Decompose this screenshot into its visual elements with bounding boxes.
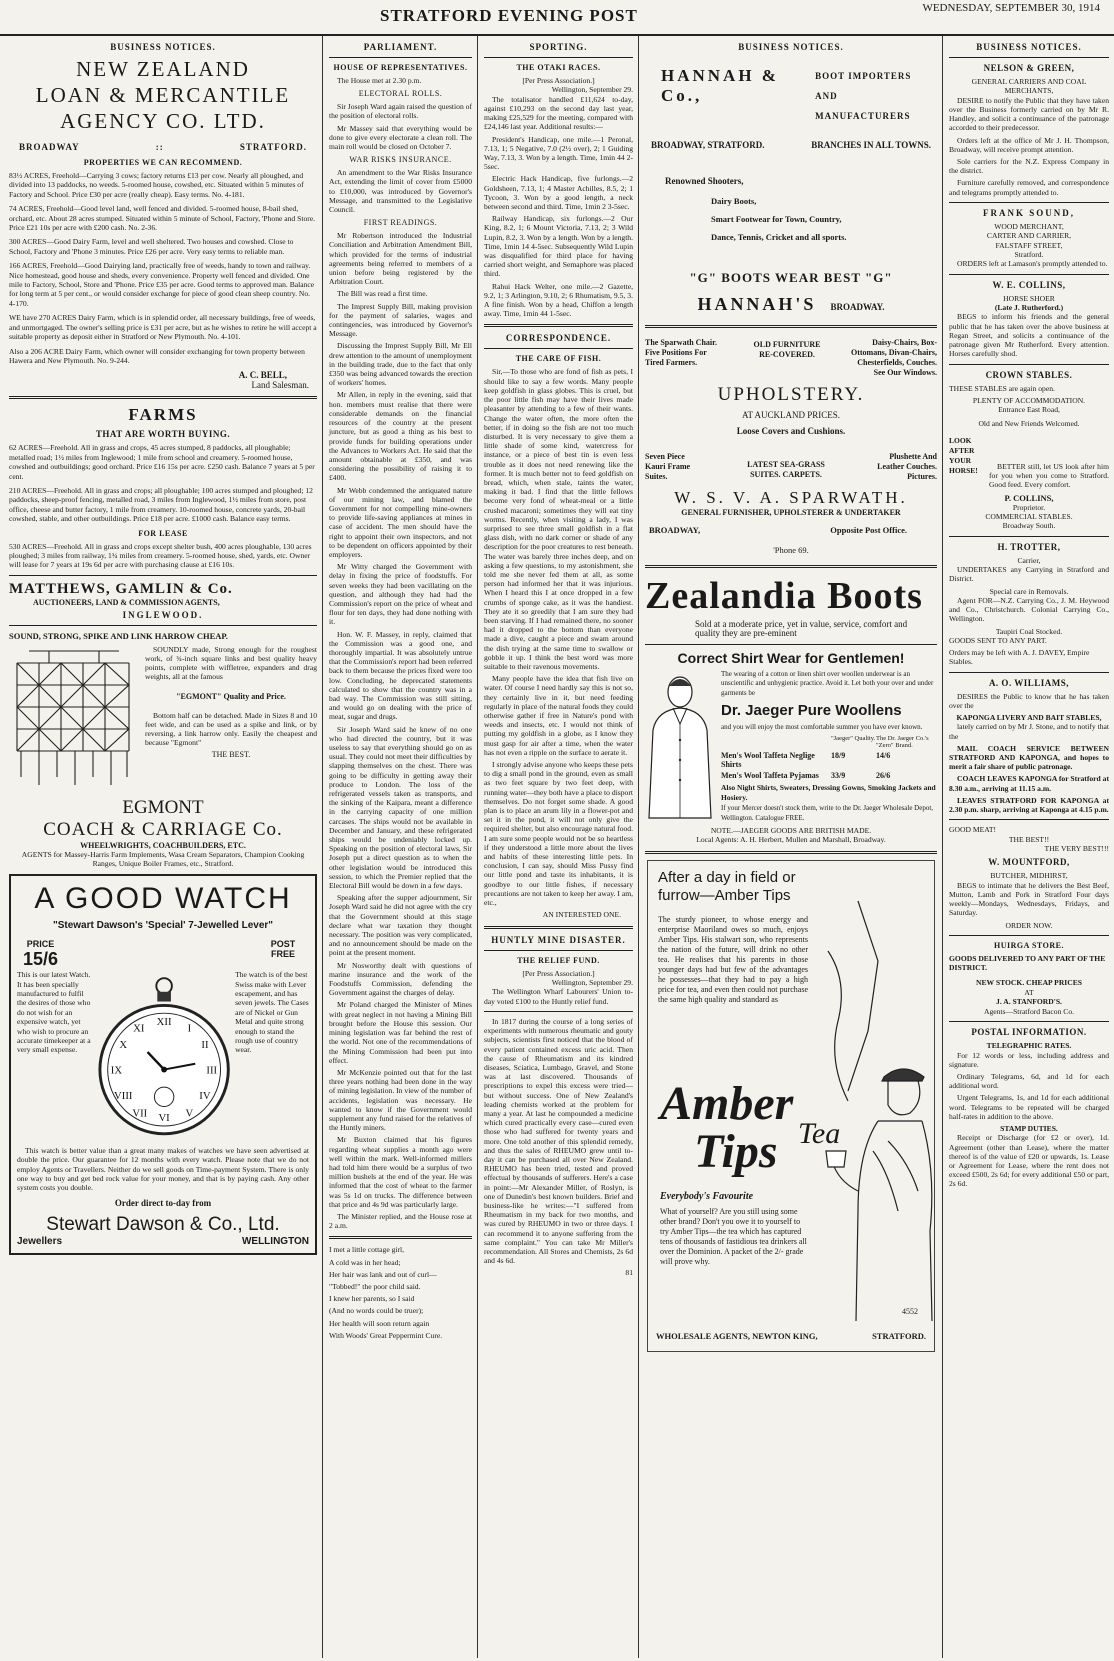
jaeger-also: Also Night Shirts, Sweaters, Dressing Gowns, Smoking Jackets and Hosiery.	[721, 783, 936, 802]
watch-title: A GOOD WATCH	[34, 882, 292, 916]
property-listing: Also a 206 ACRE Dairy Farm, which owner will consider exchanging for town property between Hawera and New Plymouth. No. 9-244.	[9, 346, 305, 365]
postal-head: POSTAL INFORMATION.	[971, 1027, 1087, 1038]
nzl-signature-title: Land Salesman.	[251, 380, 309, 391]
property-listing: WE have 270 ACRES Dairy Farm, which is in splendid order, all necessary buildings, free of weeds, and unmortgaged. The owner's selling price is £31 per acre, but as he wishes to retire he will accept a suitable property as deposit either in Stratford or New Plymouth. No. 4-101.	[9, 313, 317, 342]
nelson-name: NELSON & GREEN,	[983, 63, 1075, 73]
paragraph: Discussing the Imprest Supply Bill, Mr Ell drew attention to the amount of unemployment in the building trade, due to the fact that only £350 was being advanced towards the erection of workers' homes.	[329, 341, 472, 388]
hannah-item: Dairy Boots,	[711, 196, 757, 206]
amber-favourite: Everybody's Favourite	[660, 1190, 754, 1202]
collins-name: W. E. COLLINS,	[992, 279, 1066, 290]
farm-listing: 210 ACRES—Freehold. All in grass and crops; all ploughable; 100 acres stumped and ploughed; 12 paddocks, sheep-proof fencing, metalled road, 3 miles from Inglewood, 1½ miles from store, post office, cheese and butter factory, 1 mile from creamery. 10-roomed house, concrete yards, 20-bail cowshed, stable, and other outbuildings. Price £18 per acre. £1000 cash. Balance easy terms.	[9, 485, 313, 524]
amber-logo-3: Tea	[798, 1116, 841, 1150]
williams-name: A. O. WILLIAMS,	[988, 677, 1070, 688]
watch-left-text: This is our latest Watch. It has been specially manufactured to fulfil the desires of those who do not wish for an expensive watch, yet who wish to procure an accurate timekeeper at a very small expense.	[17, 970, 91, 1055]
nzl-line-1: NEW ZEALAND	[76, 57, 250, 81]
crown-welcome: Old and New Friends Welcomed.	[978, 418, 1080, 428]
paragraph: For 12 words or less, including address and signature.	[949, 1050, 1109, 1069]
nzl-subhead: PROPERTIES WE CAN RECOMMEND.	[83, 158, 243, 167]
postal-tele: TELEGRAPHIC RATES.	[986, 1041, 1072, 1051]
meat-best: THE BEST!!	[1008, 834, 1050, 844]
section-header: BUSINESS NOTICES.	[738, 42, 844, 52]
paragraph: Ordinary Telegrams, 6d, and 1d for each additional word.	[949, 1071, 1109, 1091]
paragraph: An amendment to the War Risks Insurance Act, extending the limit of cover from £5000 to £10,000, was introduced by Governor's Message, and transmitted to the Legislative Council.	[329, 168, 472, 215]
svg-text:VI: VI	[158, 1112, 170, 1125]
hannah-item: Dance, Tennis, Cricket and all sports.	[711, 232, 847, 242]
paragraph: Sole carriers for the N.Z. Express Company in the district.	[949, 157, 1109, 176]
watch-right-text: The watch is of the best Swiss make with Lever escapement, and has seven jewels. The Cases are of Nickel or Gun Metal and quite strong enough to stand the rough use of country wear.	[235, 970, 309, 1055]
paragraph: Many people have the idea that fish live on water. Of course I need hardly say this is not so, they certainly live in it, but need feeding regularly in place of the natural foods they could otherwise gather if free in Nature's pond with weeds and insects, etc. I would not think of putting my goldfish in a globe, as I know they must gasp for air after a time, when the water has not even a ripple on the surface to aerate it.	[484, 674, 633, 757]
paragraph: Sir Joseph Ward again raised the question of the position of electoral rolls.	[329, 102, 472, 121]
signoff: AN INTERESTED ONE.	[542, 910, 621, 920]
watch-firm: Stewart Dawson & Co., Ltd.	[46, 1214, 280, 1236]
jaeger-col-b: The Dr. Jaeger Co.'s "Zero" Brand.	[876, 735, 929, 750]
hannah-addr: BROADWAY, STRATFORD.	[651, 140, 765, 150]
paragraph: UNDERTAKES any Carrying in Stratford and District.	[949, 565, 1109, 584]
paragraph: Mr Witty charged the Government with delay in fixing the price of foodstuffs. For seven weeks they had been vacillating on the question, and although they had had the Commission's report on the price of wheat and flour for ten days, they had done nothing with it.	[329, 562, 472, 627]
newspaper-title: STRATFORD EVENING POST	[380, 6, 638, 25]
subhead: ELECTORAL ROLLS.	[358, 89, 443, 99]
paragraph: Hon. W. F. Massey, in reply, claimed that the Commission was a good one, and thoroughly impartial. It was absolutely untrue that the Commission's report had been referred back to them because the prices fixed were too low. Concluding, he deprecated statements calculated to show that the country was in a bad way. The Commission was still sitting, and would go on dealing with the price of meat, sugar and drugs.	[329, 629, 472, 722]
paragraph: BEGS to intimate that he delivers the Best Beef, Mutton, Lamb and Pork in Stratford Four days weekly—Mondays, Wednesdays, Fridays, and Saturday.	[949, 880, 1109, 918]
paragraph: lately carried on by Mr J. Stone, and to notify that the	[949, 722, 1109, 741]
column-2	[324, 36, 477, 1656]
paragraph: MAIL COACH SERVICE BETWEEN STRATFORD AND KAPONGA, and hopes to merit a fair share of public patronage.	[949, 743, 1109, 772]
spar-name: W. S. V. A. SPARWATH.	[674, 488, 908, 507]
column-rule	[322, 36, 323, 1658]
meat-very-best: THE VERY BEST!!!	[1044, 844, 1109, 854]
jaeger-row-2-b: 26/6	[876, 771, 891, 781]
williams-stables: KAPONGA LIVERY AND BAIT STABLES,	[956, 713, 1102, 722]
crown-place: COMMERCIAL STABLES.	[985, 511, 1073, 521]
svg-text:V: V	[185, 1107, 194, 1120]
hannah-item: Smart Footwear for Town, Country,	[711, 214, 842, 224]
hannah-name: HANNAH & Co.,	[661, 66, 779, 105]
jaeger-note: NOTE.—JAEGER GOODS ARE BRITISH MADE.	[710, 826, 872, 836]
svg-text:II: II	[201, 1039, 209, 1052]
svg-text:VII: VII	[132, 1107, 148, 1120]
paragraph: DESIRES the Public to know that he has taken over the	[949, 691, 1109, 710]
jaeger-brand: Dr. Jaeger Pure Woollens	[721, 702, 902, 720]
frank-role-2: CARTER AND CARRIER,	[986, 231, 1072, 241]
amber-tips-ad	[647, 860, 935, 1352]
column-4	[640, 36, 942, 1656]
paragraph: Mr Nosworthy dealt with questions of marine insurance and the work of the Foodstuffs Commission, defending the Government against the charges of delay.	[329, 960, 472, 998]
amber-number: 4552	[902, 1306, 918, 1316]
egmont-name-2: COACH & CARRIAGE Co.	[43, 818, 283, 840]
poem	[329, 1245, 472, 1340]
paragraph: The Wellington Wharf Labourers' Union to-day voted £100 to the Huntly relief fund.	[484, 987, 633, 1006]
subhead: HOUSE OF REPRESENTATIVES.	[333, 63, 468, 72]
hannah-broadway: BROADWAY.	[830, 302, 885, 312]
crown-entrance: Entrance East Road,	[998, 405, 1060, 415]
spar-mid-2: LATEST SEA-GRASS SUITES. CARPETS.	[747, 460, 825, 479]
amber-title: After a day in field or furrow—Amber Tips	[658, 868, 796, 904]
poem-line: Her health will soon return again	[329, 1318, 430, 1328]
watch-jewellers: Jewellers	[17, 1236, 63, 1248]
spar-auckland: AT AUCKLAND PRICES.	[741, 410, 841, 420]
farms-title: FARMS	[128, 405, 198, 425]
hannah-renowned: Renowned Shooters,	[665, 176, 744, 186]
jaeger-ad	[645, 650, 937, 845]
watch-order: Order direct to-day from	[114, 1198, 212, 1209]
zealandia-text: Sold at a moderate price, yet in value, service, comfort and quality they are pre-eminent	[695, 619, 908, 639]
paragraph: The Bill was read a first time.	[337, 289, 428, 299]
paragraph: The Minister replied, and the House rose at 2 a.m.	[329, 1211, 472, 1231]
crown-name: CROWN STABLES.	[985, 369, 1073, 380]
svg-text:X: X	[119, 1039, 127, 1052]
harrow-ad	[9, 631, 317, 868]
nzl-place-right: STRATFORD.	[239, 142, 307, 152]
jaeger-row-1-name: Men's Wool Taffeta Neglige Shirts	[721, 751, 815, 770]
paragraph: Sir Joseph Ward said he knew of no one who had directed the country, but it was useless to say that everything should go on as usual. They could not meet their difficulties by slapping themselves on the chest. There was going to be difficulty in getting away their produce to London. The loss of the refrigerated vessels taken as transports, and the sinking of the Kaipara, meant a difference in the carrying capacity of one million carcases. The ships would not be available in December and January, and these refrigerated ships would be undeniably locked up. Speaking on the position of electoral laws, Sir Joseph put a direct question as to when the other legislation would be introduced this session, to which the Premier replied that the Electoral Bill would be down in a few days.	[329, 724, 472, 891]
huirga-name: HUIRGA STORE.	[994, 941, 1064, 951]
matthews-name: MATTHEWS, GAMLIN & Co.	[9, 580, 233, 597]
poem-line: I met a little cottage girl,	[329, 1245, 405, 1255]
mountford-name: W. MOUNTFORD,	[988, 857, 1070, 868]
subhead: THE OTAKI RACES.	[516, 63, 601, 72]
paragraph: Mr McKenzie pointed out that for the last three years nothing had been done in the way of mining legislation. In view of the number of accidents, legislation was necessary. He wanted to know if the Government would supplement any fund raised for the relatives of the Huntly miners.	[329, 1067, 472, 1133]
egmont-agents: AGENTS for Massey-Harris Farm Implements, Wasa Cream Separators, Champion Cooking Ranges, Unique Boiler Frames, etc., Stratford.	[21, 849, 305, 868]
masthead	[0, 0, 1114, 36]
nzl-signature: A. C. BELL,	[238, 370, 287, 381]
paragraph: Orders left at the office of Mr J. H. Thompson, Broadway, will receive prompt attention.	[949, 135, 1109, 154]
hannah-line-3: MANUFACTURERS	[815, 111, 911, 121]
matthews-sub: AUCTIONEERS, LAND & COMMISSION AGENTS,	[33, 597, 220, 607]
section-header: BUSINESS NOTICES.	[976, 42, 1082, 52]
column-rule	[477, 36, 478, 1658]
mountford-order: ORDER NOW.	[1005, 920, 1053, 930]
farms-subtitle: THAT ARE WORTH BUYING.	[95, 429, 231, 440]
paragraph: ORDERS left at Lamason's promptly attended to.	[957, 259, 1108, 269]
paragraph: BETTER still, let US look after him for you when you come to Stratford. Good feed. Every comfort.	[989, 461, 1109, 490]
paragraph: Agent FOR—N.Z. Carrying Co., J. M. Heywood and Co., Christchurch. Colonial Carrying Co., Wellington.	[949, 595, 1109, 624]
property-listing: 74 ACRES, Freehold—Good level land, well fenced and divided. 5-roomed house, 8-bail shed, orchard, etc. About 28 acres stumped. Situated within 5 minute of School, Factory, 'Phone and Store. Price £21 10s per acre with £200 cash. No. 2-36.	[9, 204, 316, 233]
collins-late: (Late J. Rutherford.)	[994, 303, 1064, 313]
huirga-stock: NEW STOCK. CHEAP PRICES	[975, 978, 1083, 988]
crown-street: Broadway South.	[1002, 521, 1056, 531]
frank-town: Stratford.	[1014, 250, 1044, 260]
watch-sub: "Stewart Dawson's 'Special' 7-Jewelled Lever"	[52, 920, 274, 932]
trotter-role: Carrier,	[1017, 555, 1041, 565]
paragraph: LEAVES STRATFORD FOR KAPONGA at 2.30 p.m. sharp, arriving at Kaponga at 4.15 p.m.	[949, 795, 1109, 815]
frank-addr: FALSTAFF STREET,	[995, 240, 1063, 250]
huirga-sub: Agents—Stratford Bacon Co.	[983, 1006, 1075, 1016]
watch-price-label: PRICE	[26, 939, 55, 950]
spar-right-2: Plushette And Leather Couches. Pictures.	[877, 452, 937, 481]
paragraph: Railway Handicap, six furlongs.—2 Our King, 8.2, 1; 6 Mount Victoria, 7.13, 2; 3 Wild Lupin, 8.2, 3. Won by a length. Won by a length. Time, 1min 14 4-5sec. Subsequently Wild Lupin was disqualified for third place for having carried short weight, and Semaphore was placed third.	[484, 214, 633, 279]
huirga-firm: J. A. STANFORD'S.	[996, 997, 1062, 1007]
hannah-g-boots: "G" BOOTS WEAR BEST "G"	[689, 270, 893, 285]
watch-post-label: POST FREE	[270, 939, 296, 960]
crown-prop-name: P. COLLINS,	[1004, 492, 1054, 503]
matthews-ad	[9, 581, 317, 620]
crown-side: LOOK AFTER YOUR HORSE!	[949, 435, 978, 475]
amber-text: The sturdy pioneer, to whose energy and enterprise Maoriland owes so much, enjoys Amber Tips. His stalwart son, who represents the nation of the future, will drink no other tea. He realises that his parents in those younger days had but few of the advantages he possesses—that they had to pay a high price for tea, and even then could not purchase the same high quality and standard as	[658, 914, 808, 1004]
poem-line: Her hair was lank and out of curl—	[329, 1269, 437, 1279]
egmont-name: EGMONT	[122, 796, 204, 818]
hannah-branches: BRANCHES IN ALL TOWNS.	[811, 140, 931, 150]
gentleman-illustration	[645, 670, 715, 820]
hannah-line-1: BOOT IMPORTERS	[815, 71, 912, 81]
watch-price: 15/6	[23, 949, 59, 970]
press-association: [Per Press Association.]	[522, 76, 595, 85]
zealandia-ad	[645, 574, 937, 639]
pioneer-illustration	[818, 891, 938, 1331]
jaeger-row-2-a: 33/9	[831, 771, 846, 781]
svg-text:III: III	[206, 1064, 217, 1077]
jaeger-row-2-name: Men's Wool Taffeta Pyjamas	[721, 771, 819, 781]
paragraph: Rahui Hack Welter, one mile.—2 Gazette, 9.2, 1; 3 Arlington, 9.10, 2; 6 Rhumatism, 9.5, 3. A fine finish. Won by a head, Chiffon a length away. Time, 1min 44 1-5sec.	[484, 281, 633, 319]
lease-head: FOR LEASE	[138, 528, 188, 538]
paragraph: The Imprest Supply Bill, making provision for the payment of salaries, wages and contingencies, was introduced by Governor's Message.	[329, 301, 472, 339]
section-header: BUSINESS NOTICES.	[110, 42, 216, 52]
huirga-goods: GOODS DELIVERED TO ANY PART OF THE DISTRICT.	[949, 954, 1106, 973]
pocket-watch-illustration	[97, 970, 231, 1140]
section-header: CORRESPONDENCE.	[505, 333, 612, 344]
trotter-coal: Taupiri Coal Stocked.	[995, 626, 1063, 636]
dateline: Wellington, September 29.	[551, 978, 633, 988]
paragraph: In 1817 during the course of a long series of experiments with numerous rheumatic and gouty subjects, scientists first noticed that the blood of every patient contained excess uric acid. Then the cause of Rheumatism and its kindred diseases, Sciatica, Lumbago, Gravel, and Stone was at last discovered. Thousands of prescriptions to expel this excess were tried—but without success. One of New Zealand's leading chemists worked at the problem for many a year. At last he compounded a medicine which cured practically every case—cured even those who had suffered for twenty years and more. One told another of this splendid remedy, and thus the sales of RHEUMO grew until to-day it can be purchased all over New Zealand. RHEUMO has been tried, tested and proved effectual by thousands of sufferers. Here's a case in point:—Mr Alexander Miller, of Roslyn, is one of Dunedin's best known builders. Brief and business-like he writes:—"I suffered from Rheumatism in my back for two months, and was cured by RHEUMO in two or three days. I can recommend it to anyone suffering from the same complaint." You can take Mr Miller's recommendation. All Stores and Chemists, 2s 6d and 4s 6d.	[484, 1016, 633, 1266]
watch-city: WELLINGTON	[241, 1236, 309, 1248]
jaeger-row-1-b: 14/6	[876, 751, 891, 761]
paragraph: The House met at 2.30 p.m.	[337, 76, 422, 85]
huirga-at: AT	[1024, 987, 1034, 997]
paragraph: Electric Hack Handicap, five furlongs.—2 Goldsheen, 7.13, 1; 4 Master Achilles, 8.5, 2; 1 Tycoon, 3. Won by a good length, a neck between second and third. Time, 1min 2 3-5sec.	[484, 174, 633, 212]
lease-listing: 530 ACRES—Freehold. All in grass and crops except shelter bush, 400 acres ploughable, 130 acres ploughed; 3 miles from railway, 1¾ miles from creamery. 5-roomed house, shed, yards, etc. Owner will lease for 7 years at 19s 6d per acre with purchasing clause at £16 10s.	[9, 541, 312, 570]
section-header: SPORTING.	[529, 42, 588, 52]
amber-logo-1: Amber	[660, 1076, 794, 1130]
harrow-text-2: Bottom half can be detached. Made in Sizes 8 and 10 feet wide, and can be used as a spike and link, or by reversing, a link harrow only. Easily the cheapest and because "Egmont"	[145, 710, 317, 748]
svg-text:XI: XI	[133, 1022, 145, 1035]
svg-text:IV: IV	[199, 1089, 211, 1102]
column-3	[479, 36, 638, 1656]
paragraph: Receipt or Discharge (for £2 or over), 1d. Agreement (other than Lease), where the matter thereof is of the value of £20 or upwards, 1s. Lease or Agreement for Lease, where the rent does not exceed £500, 2s 6d; for every additional £50 or part, 2s 6d.	[949, 1133, 1109, 1189]
paragraph: Urgent Telegrams, 1s, and 1d for each additional word. Telegrams to be repeated will be charged half-rates in addition to the above.	[949, 1093, 1109, 1121]
harrow-best: THE BEST.	[211, 750, 251, 760]
column-rule	[942, 36, 943, 1658]
poem-line: With Woods' Great Peppermint Cure.	[329, 1330, 443, 1340]
paragraph: Furniture carefully removed, and correspondence and telegrams promptly attended to.	[949, 178, 1109, 197]
section-header: PARLIAMENT.	[363, 42, 438, 52]
spar-mid: OLD FURNITURE RE-COVERED.	[753, 340, 821, 359]
paragraph: Mr Robertson introduced the Industrial Conciliation and Arbitration Amendment Bill, which provided for the terms of industrial agreements being referred to members of a union before being registered by the Arbitration Court.	[329, 231, 472, 287]
ad-number: 81	[625, 1268, 633, 1278]
property-listing: 166 ACRES, Freehold—Good Dairying land, practically free of weeds, handy to town and railway. Nice homestead, good house and sheds, every convenience. Property well fenced and divided. One mile to Factory, School, Store and 'Phone. Price £35 per acre. Good terms to approved man. Balance for long term at 5 per cent., or would consider exchange for piece of good clean sheep country. No. 4-170.	[9, 261, 315, 308]
farms-ad	[9, 405, 317, 569]
hannah-name-2: HANNAH'S	[697, 294, 817, 314]
spar-phone: 'Phone 69.	[773, 545, 809, 555]
poem-line: I knew her parents, so I said	[329, 1294, 415, 1304]
column-rule	[638, 36, 639, 1658]
paragraph	[484, 367, 633, 671]
harrow-text-1: SOUNDLY made, Strong enough for the roughest work, of ¾-inch square links and best quality heavy points, complete with wiffletree, expanders and drag weights, all at the famous	[145, 644, 317, 682]
jaeger-agents: Local Agents: A. H. Herbert, Mullen and Marshall, Broadway.	[696, 835, 886, 845]
amber-logo-2: Tips	[694, 1124, 778, 1178]
salutation: Sir,—	[492, 367, 511, 377]
property-listing: 300 ACRES—Good Dairy Farm, level and well sheltered. Two houses and cowshed. Close to School, Factory and 'Phone 3 minutes. Price £26 per acre. Very easy terms to reliable man.	[9, 237, 294, 256]
jaeger-intro: The wearing of a cotton or linen shirt over woollen underwear is an unscientific and unhygienic practice. Avoid it. Let both your over and under garments be	[721, 669, 934, 697]
matthews-place: INGLEWOOD.	[122, 609, 204, 620]
svg-text:XII: XII	[156, 1016, 172, 1029]
paragraph: Mr Webb condemned the antiquated nature of our mining law, and blamed the Government for not compelling mine-owners to provide life-saving appliances at mines in case of accident. The men should have the right to appoint their own inspectors, and not to be dependent on officers appointed by their employers.	[329, 485, 472, 559]
nzl-place-left: BROADWAY	[19, 142, 80, 152]
hannah-ad	[645, 66, 937, 315]
harrow-head: SOUND, STRONG, SPIKE AND LINK HARROW CHEAP.	[9, 630, 228, 641]
trotter-orders: Orders may be left with A. J. DAVEY, Empire Stables.	[949, 648, 1090, 667]
dateline: Wellington, September 29.	[551, 85, 633, 95]
poem-line: "Tobbed!" the poor child said.	[329, 1281, 421, 1291]
meat-good: GOOD MEAT!	[949, 825, 997, 835]
paragraph: Speaking after the supper adjournment, Sir Joseph Ward said he did not agree with the cry that the Government should at this stage declare what war taxation they thought necessary. The position was very complicated, and no announcement should be made on the point at the present moment.	[329, 893, 472, 958]
paragraph: BEGS to inform his friends and the general public that he has taken over the above business at Regan Street, and solicits a continuance of the patronage given Mr Rutherford. Every attention. Horses carefully shod.	[949, 312, 1109, 359]
svg-text:I: I	[187, 1022, 192, 1035]
spar-upholstery: UPHOLSTERY.	[717, 384, 865, 405]
paragraph: Mr Massey said that everything would be done to give every electorate a clean roll. The main roll would be closed on October 7.	[329, 123, 472, 152]
jaeger-title: Correct Shirt Wear for Gentlemen!	[677, 649, 905, 666]
spar-opposite: Opposite Post Office.	[830, 525, 907, 535]
jaeger-col-a: "Jaeger" Quality.	[831, 735, 876, 743]
sparwath-ad	[645, 338, 937, 555]
frank-role-1: WOOD MERCHANT,	[994, 221, 1064, 231]
crown-prop: Proprietor.	[1012, 502, 1046, 512]
amber-foot-left: WHOLESALE AGENTS, NEWTON KING,	[656, 1330, 818, 1341]
spar-right: Daisy-Chairs, Box-Ottomans, Divan-Chairs, Chesterfields, Couches. See Our Windows.	[850, 338, 937, 377]
poem-line: (And no words could be truer);	[329, 1306, 424, 1316]
paragraph: President's Handicap, one mile.—1 Peronal, 7.13, 1; 5 Negative, 7.0 (2½ over), 2; 1 Guiding Way, 7.13, 3. Won by a length. Time, 1min 44 2-5sec.	[484, 134, 633, 172]
paragraph: Mr Buxton claimed that his figures regarding wheat supplies a month ago were well within the mark. Well-informed millers had told him there would be a surplus of two million bushels at the end of the year. He was informed that the cost of wheat to the farmer was 5s 1d on trucks. The difference between that price and 4s 9d was particularly large.	[329, 1135, 472, 1209]
trotter-name: H. TROTTER,	[997, 541, 1061, 552]
harrow-illustration	[9, 645, 139, 795]
spar-role: GENERAL FURNISHER, UPHOLSTERER & UNDERTAKER	[681, 508, 901, 517]
farm-listing: 62 ACRES—Freehold. All in grass and crops, 45 acres stumped, 8 paddocks, all ploughable; metalled road; 1½ miles from Inglewood; 1 mile from school and creamery. 5-roomed house, cowshed and outbuildings; good orchard. Price £16 15s per acre. £250 cash. Balance 7 years at 5 per cent.	[9, 443, 315, 481]
nzl-agency-ad	[9, 56, 317, 390]
egmont-trade: WHEELWRIGHTS, COACHBUILDERS, ETC.	[80, 840, 246, 850]
subhead: WAR RISKS INSURANCE.	[349, 155, 452, 165]
trotter-goods: GOODS SENT TO ANY PART.	[949, 635, 1047, 645]
jaeger-row-1-a: 18/9	[831, 751, 846, 761]
spar-left: The Sparwath Chair. Five Positions For Tired Farmers.	[645, 338, 717, 367]
column-1	[4, 36, 322, 1656]
trotter-special: Special care in Removals.	[989, 586, 1069, 596]
poem-line: A cold was in her head;	[329, 1257, 401, 1267]
svg-text:IX: IX	[110, 1064, 122, 1077]
svg-text:VIII: VIII	[113, 1089, 133, 1102]
paragraph: DESIRE to notify the Public that they have taken over the Business formerly carried on by Mr R. Handley, and solicit a continuance of the patronage accorded to their predecessor.	[949, 95, 1109, 133]
subhead: THE RELIEF FUND.	[517, 955, 600, 965]
paragraph: Mr Poland charged the Minister of Mines with great neglect in not having a Mining Bill brought before the House this session. Our mining legislation was far behind the rest of the world. Not one of the recommendations of the Mining Commission had been put into effect.	[329, 1000, 472, 1065]
jaeger-comfort: and you will enjoy the most comfortable summer you have ever known.	[721, 723, 923, 732]
paragraph: I strongly advise anyone who keeps these pets to dig a small pond in the ground, even as small as two feet square by two feet deep, with running water—they both have a place to disport themselves. Do not forget some shade. A good plan is to place an arum lily in a flower-pot and set it in the pond, it will not only give the required shelter, but also encourage natural food. I am sure some people would not be so heartless if they understood a little more about the lives and habits of these interesting little pets. In conclusion, I can say, should Miss Pussy find our little pond and taste its inhabitants, it is goodbye to our little fishes, if necessary precautions are not taken to keep her away. I am, etc.,	[484, 760, 633, 908]
watch-ad	[9, 874, 317, 1255]
amber-foot-right: STRATFORD.	[872, 1330, 926, 1341]
spar-loose: Loose Covers and Cushions.	[736, 426, 846, 436]
nzl-line-2: LOAN & MERCANTILE	[35, 83, 291, 107]
nelson-role: GENERAL CARRIERS AND COAL MERCHANTS,	[971, 77, 1087, 96]
newspaper-date: WEDNESDAY, SEPTEMBER 30, 1914	[922, 2, 1100, 14]
column-5	[944, 36, 1114, 1656]
mountford-role: BUTCHER, MIDHIRST,	[990, 871, 1068, 881]
section-header: HUNTLY MINE DISASTER.	[491, 934, 626, 945]
nzl-place-sep: ::	[155, 142, 164, 152]
amber-question: What of yourself? Are you still using some other brand? Don't you owe it to yourself to try Amber Tips—the tea which has captured tens of thousands of fastidious tea drinkers all over the Dominion. A packet of the 2/- grade will prove why.	[660, 1206, 807, 1266]
hannah-line-2: AND	[815, 91, 838, 101]
crown-accommodation: PLENTY OF ACCOMMODATION.	[972, 395, 1086, 405]
press-association: [Per Press Association.]	[522, 968, 595, 978]
spar-left-2: Seven Piece Kauri Frame Suites.	[645, 452, 691, 481]
spar-addr: BROADWAY,	[649, 525, 701, 535]
jaeger-dealer: If your Mercer doesn't stock them, write to the Dr. Jaeger Wholesale Depot, Wellington. Catalogue FREE.	[721, 804, 934, 822]
letter-text: To those who are fond of fish as pets, I should like to say a few words. Many people keep goldfish in glass globes. This is cruel, but the poor little fish may have their lives made pleasanter by attending to a few of their wants. Change the water often, the more often the better, if in doing so the fish are not too much disturbed. It is very necessary to give them a little shade of some kind, watercress for instance, or a piece of best tin is even less trouble as it does not need renewing like the former. It is much better not to feed goldfish on bread, which, when stale, taints the water, making it bad. I find that the little fellows become very fond of wheat-meal or a little crushed macaroni; sometimes they will eat tiny worms. Recently, when visiting a lady, I was surprised to see three small goldfish in a flat glass dish, with no dark corner or shade of any description for the poor creatures to rest beneath. The water was barely three inches deep, and on asking a few questions, to my astonishment, she told me she never fed them at all, as some person had informed her that it was injurious. When I heard this I at once dropped in a few crumbs of sponge cake, as it was the handiest. They ate it so greedily that I am sure they had been starving. If I had remained there, no sooner had it dropped to the bottom than everyone made a dive, caught a piece and swam around the dish trying at the same time to swallow or gobble it up. I think the best word was more suitable to their ravenous movements.	[484, 367, 633, 671]
paragraph: COACH LEAVES KAPONGA for Stratford at 8.30 a.m., arriving at 11.15 a.m.	[949, 774, 1109, 793]
harrow-quote: "EGMONT" Quality and Price.	[176, 691, 286, 701]
zealandia-title: Zealandia Boots	[645, 575, 923, 617]
paragraph: THESE STABLES are again open.	[949, 383, 1055, 393]
paragraph: The totalisator handled £11,624 to-day, against £10,293 on the second day last year, making £25,529 for the meeting, compared with £24,146 last year. Additional results:—	[484, 94, 633, 132]
collins-sub: HORSE SHOER	[1003, 293, 1055, 303]
watch-body: This watch is better value than a great many makes of watches we have seen advertised at double the price. Our guarantee for 12 months with every watch. Please note that we do not employ Agents or Travellers. Neither do we sell goods on Time-payment System. There is only one way to buy and get bed rock value for your money, and that is by paying cash. Any other system costs you double.	[17, 1146, 309, 1192]
postal-stamp: STAMP DUTIES.	[1000, 1123, 1058, 1133]
subhead: FIRST READINGS.	[363, 218, 438, 228]
frank-name: FRANK SOUND,	[982, 207, 1075, 218]
property-listing: 83½ ACRES, Freehold—Carrying 3 cows; factory returns £13 per cow. Nearly all ploughed, and divided into 13 paddocks, no weeds. 5-roomed house, cowshed, etc. Situated within 5 minutes of Factory and School. Price £30 per acre (really cheap). Easy terms. No. 4-181.	[9, 171, 304, 199]
subhead: THE CARE OF FISH.	[515, 354, 602, 364]
nzl-line-3: AGENCY CO. LTD.	[60, 109, 266, 133]
paragraph: Mr Allen, in reply in the evening, said that hon. members must realise that there were considerable demands on the financial resources of the country at the present juncture, but as good a thing as his best to provide funds for building operations under the Advances to Workers Act. He said that the amount obtainable at £350, and was considering the possibility of raising it to £400.	[329, 390, 472, 483]
